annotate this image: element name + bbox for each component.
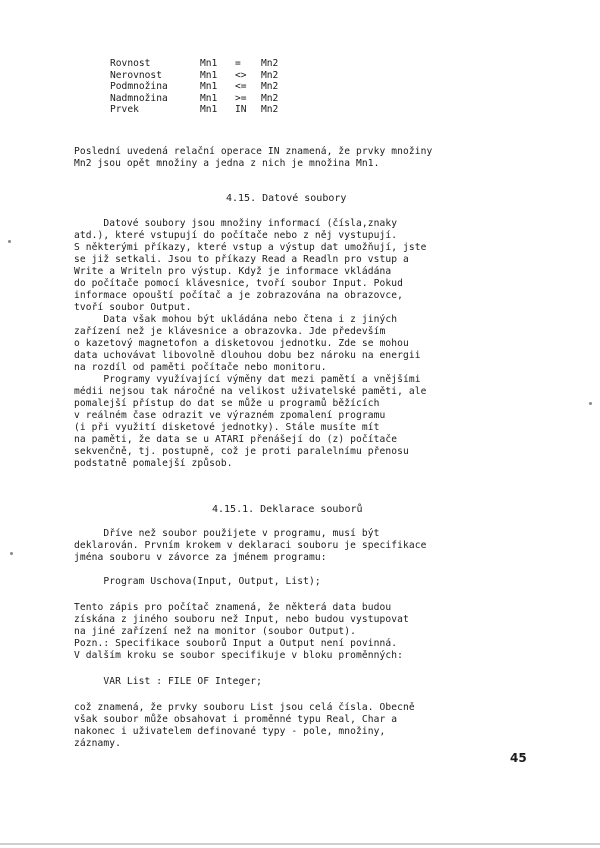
body-line: tvoří soubor Output. bbox=[74, 302, 192, 313]
body-line: záznamy. bbox=[74, 738, 122, 749]
body-line: sekvenčně, tj. postupně, což je proti paralelnímu přenosu bbox=[74, 446, 409, 457]
scan-speck bbox=[10, 552, 13, 555]
body-line: (i při využití disketové jednotky). Stále musíte mít bbox=[74, 422, 380, 433]
body-line: na paměti, že data se u ATARI přenášejí do (z) počítače bbox=[74, 434, 398, 445]
body-line: Programy využívající výměny dat mezi pamětí a vnějšími bbox=[74, 374, 421, 385]
relation-name: Rovnost bbox=[110, 58, 151, 69]
scan-bottom-edge bbox=[0, 843, 600, 845]
body-line: médii nejsou tak náročné na velikost uživatelské paměti, ale bbox=[74, 386, 427, 397]
relation-right: Mn2 bbox=[261, 92, 279, 104]
relation-left: Mn1 bbox=[200, 69, 218, 81]
relation-right: Mn2 bbox=[261, 58, 279, 69]
body-line: se již setkali. Jsou to příkazy Read a Readln pro vstup a bbox=[74, 254, 409, 265]
relation-left: Mn1 bbox=[200, 58, 218, 69]
body-line: pomalejší přístup do dat se může u programů běžících bbox=[74, 398, 380, 409]
relation-left: Mn1 bbox=[200, 104, 218, 116]
page-number: 45 bbox=[510, 751, 527, 765]
subsection-heading: 4.15.1. Deklarace souborů bbox=[212, 504, 363, 515]
body-line: získána z jiného souboru než Input, nebo budou vystupovat bbox=[74, 614, 409, 625]
body-line: Pozn.: Specifikace souborů Input a Output není povinná. bbox=[74, 638, 398, 649]
body-line: Write a Writeln pro výstup. Když je informace vkládána bbox=[74, 266, 392, 277]
body-line: podstatně pomalejší způsob. bbox=[74, 458, 233, 469]
relation-operator: <> bbox=[235, 69, 247, 81]
relation-name: Prvek bbox=[110, 104, 139, 116]
body-line: informace opouští počítač a je zobrazována na obrazovce, bbox=[74, 290, 404, 301]
section-heading: 4.15. Datové soubory bbox=[226, 193, 347, 204]
scan-speck bbox=[589, 402, 592, 405]
body-line: deklarován. Prvním krokem v deklaraci souboru je specifikace bbox=[74, 540, 427, 551]
body-line: což znamená, že prvky souboru List jsou celá čísla. Obecně bbox=[74, 702, 415, 713]
body-line: atd.), které vstupují do počítače nebo z něj vystupují. bbox=[74, 230, 398, 241]
body-line: data uchovávat libovolně dlouhou dobu bez nároku na energii bbox=[74, 350, 421, 361]
body-line: na jiné zařízení než na monitor (soubor Output). bbox=[74, 626, 357, 637]
relation-left: Mn1 bbox=[200, 92, 218, 104]
body-line: na rozdíl od paměti počítače nebo monitoru. bbox=[74, 362, 327, 373]
relation-name: Nerovnost bbox=[110, 69, 162, 81]
body-line: nakonec i uživatelem definované typy - pole, množiny, bbox=[74, 726, 386, 737]
body-line: o kazetový magnetofon a disketovou jednotku. Zde se mohou bbox=[74, 338, 409, 349]
relation-operator: = bbox=[235, 58, 241, 69]
relation-right: Mn2 bbox=[261, 81, 279, 93]
scan-speck bbox=[8, 240, 11, 243]
body-line: do počítače pomocí klávesnice, tvoří soubor Input. Pokud bbox=[74, 278, 404, 289]
body-line: Dříve než soubor použijete v programu, musí být bbox=[74, 528, 380, 539]
body-line: V dalším kroku se soubor specifikuje v bloku proměnných: bbox=[74, 650, 404, 661]
body-line: S některými příkazy, které vstup a výstup dat umožňují, jste bbox=[74, 242, 427, 253]
body-line: v reálném čase odrazit ve výrazném zpomalení programu bbox=[74, 410, 386, 421]
body-line: však soubor může obsahovat i proměnné typu Real, Char a bbox=[74, 714, 398, 725]
relation-left: Mn1 bbox=[200, 81, 218, 93]
body-line: Datové soubory jsou množiny informací (čísla,znaky bbox=[74, 218, 398, 229]
relation-name: Nadmnožina bbox=[110, 92, 168, 104]
intro-line: Mn2 jsou opět množiny a jedna z nich je množina Mn1. bbox=[74, 158, 380, 169]
body-line: Tento zápis pro počítač znamená, že některá data budou bbox=[74, 602, 392, 613]
relation-name: Podmnožina bbox=[110, 81, 168, 93]
relation-operator: >= bbox=[235, 92, 247, 104]
body-line: zařízení než je klávesnice a obrazovka. Jde především bbox=[74, 326, 386, 337]
code-program-line: Program Uschova(Input, Output, List); bbox=[74, 576, 321, 587]
body-line: Data však mohou být ukládána nebo čtena i z jiných bbox=[74, 314, 398, 325]
code-var-line: VAR List : FILE OF Integer; bbox=[74, 676, 263, 687]
relation-right: Mn2 bbox=[261, 69, 279, 81]
relation-operator: IN bbox=[235, 104, 247, 116]
intro-line: Poslední uvedená relační operace IN znamená, že prvky množiny bbox=[74, 146, 433, 157]
relation-operator: <= bbox=[235, 81, 247, 93]
relation-right: Mn2 bbox=[261, 104, 279, 116]
body-line: jména souboru v závorce za jménem programu: bbox=[74, 552, 327, 563]
